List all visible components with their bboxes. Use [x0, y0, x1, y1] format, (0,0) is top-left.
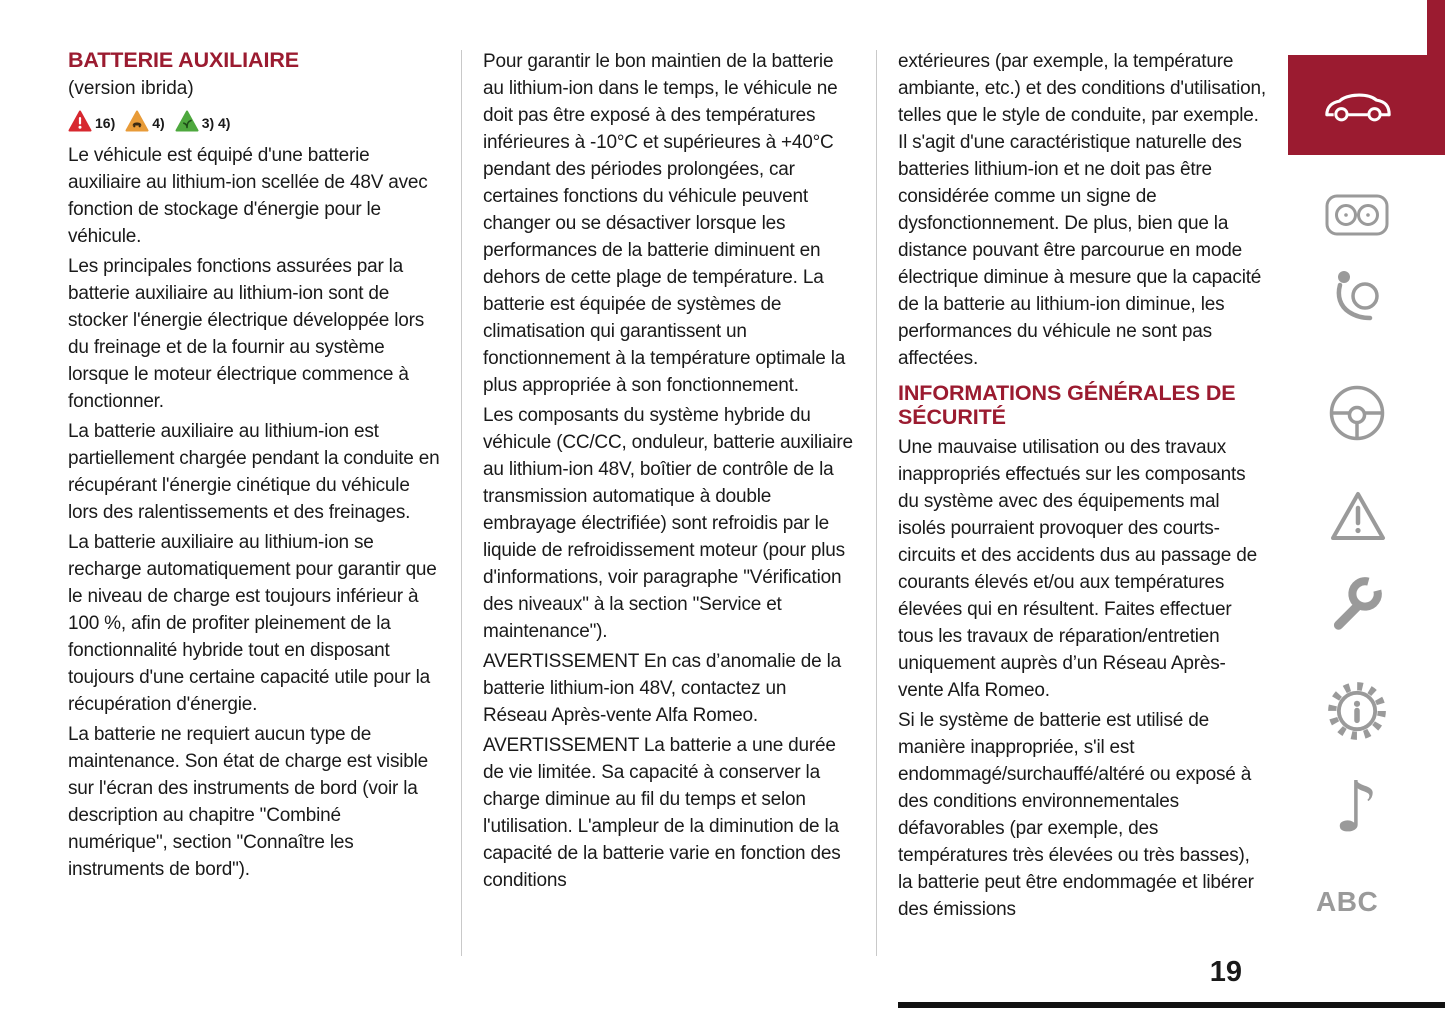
warning-ref-label: 16) [95, 115, 116, 132]
danger-triangle-icon [68, 110, 92, 132]
car-icon [1321, 84, 1395, 126]
section-subtitle: (version ibrida) [68, 78, 194, 100]
column-divider [876, 50, 877, 956]
chapter-tab-instruments[interactable] [1325, 192, 1389, 238]
chapter-tab-driving[interactable] [1328, 384, 1386, 442]
paragraph-warning-note: AVERTISSEMENT La batterie a une durée de vie limitée. Sa capacité à conserver la charge diminue au fil du temps et selon l'utilisation. L'ampleur de la diminution de la capacité de la batterie varie en fonction des conditions [483, 735, 841, 891]
active-chapter-strip [1427, 0, 1445, 155]
warning-ref-environment [175, 110, 231, 132]
chapter-tab-maintenance[interactable] [1327, 572, 1387, 632]
paragraph: Une mauvaise utilisation ou des travaux inappropriés effectués sur les composants du système avec des équipements mal isolés pourraient provoquer des courts-circuits et des accidents dus au passage de courants élevés et/ou aux températures élevées qui en résultent. Faites effectuer tous les travaux de réparation/entretien uniquement auprès d’un Réseau Après-vente Alfa Romeo. [898, 437, 1257, 702]
column-right [898, 48, 1268, 926]
environment-icon [175, 110, 199, 132]
section-title: BATTERIE AUXILIAIRE [68, 48, 300, 72]
warning-triangle-icon [1329, 490, 1387, 542]
column-left [68, 48, 442, 886]
warning-ref-label: 3) 4) [201, 115, 231, 132]
paragraph-warning-note: AVERTISSEMENT En cas d’anomalie de la batterie lithium-ion 48V, contactez un Réseau Après-vente Alfa Romeo. [483, 651, 841, 726]
paragraph: Si le système de batterie est utilisé de manière inappropriée, s'il est endommagé/surchauffé/altéré ou exposé à des conditions environnementales défavorables (par exemple, des températures très élevées ou très basses), la batterie peut être endommagée et libérer des émissions [898, 710, 1254, 921]
paragraph: extérieures (par exemple, la température ambiante, etc.) et des conditions d'utilisation, telles que le style de conduite, par exemple. Il s'agit d'une caractéristique naturelle des batteries lithium-ion et ne doit pas être considérée comme un signe de dysfonctionnement. De plus, bien que la distance pouvant être parcourue en mode électrique diminue à mesure que la capacité de la batterie au lithium-ion diminue, les performances du véhicule ne sont pas affectées. [898, 51, 1266, 369]
warning-references [68, 108, 442, 132]
section-title-safety: INFORMATIONS GÉNÉRALES DE SÉCURITÉ [898, 381, 1236, 430]
chapter-tab-emergency[interactable] [1329, 490, 1387, 542]
paragraph: Les principales fonctions assurées par la batterie auxiliaire au lithium-ion sont de stocker l'énergie électrique développée lors du freinage et de la fournir au système lorsque le moteur électrique commence à fonctionner. [68, 256, 425, 413]
music-note-icon: ♪ [1334, 766, 1379, 848]
page-number: 19 [1209, 956, 1242, 988]
airbag-safety-icon [1327, 268, 1387, 324]
warning-ref-caution [125, 110, 164, 132]
paragraph: La batterie auxiliaire au lithium-ion se recharge automatiquement pour garantir que le niveau de charge est toujours inférieur à 100 %, afin de profiter pleinement de la fonctionnalité hybride tout en disposant toujours d'une certaine capacité utile pour la récupération d'énergie. [68, 532, 437, 716]
chapter-tab-index[interactable]: ABC [1316, 886, 1379, 917]
paragraph: La batterie ne requiert aucun type de maintenance. Son état de charge est visible sur l'écran des instruments de bord (voir la description au chapitre "Combiné numérique", section "Connaître les instruments de bord"). [68, 724, 429, 881]
chapter-tab-technical-info[interactable] [1324, 678, 1390, 744]
column-divider [461, 50, 462, 956]
footer-rule [898, 1002, 1445, 1008]
wrench-icon [1327, 572, 1387, 632]
paragraph: Les composants du système hybride du véhicule (CC/CC, onduleur, batterie auxiliaire au lithium-ion 48V, boîtier de contrôle de la transmission automatique à double embrayage électrifiée) sont refroidis par le liquide de refroidissement moteur (pour plus d'informations, voir paragraphe "Vérification des niveaux" à la section "Service et maintenance"). [483, 405, 853, 642]
column-middle [483, 48, 855, 897]
paragraph: Pour garantir le bon maintien de la batterie au lithium-ion dans le temps, le véhicule ne doit pas être exposé à des températures inférieures à -10°C et supérieures à +40°C pendant des périodes prolongées, car certaines fonctions du véhicule peuvent changer ou se désactiver lorsque les performances de la batterie diminuent en dehors de cette plage de température. La batterie est équipée de systèmes de climatisation qui garantissent un fonctionnement à la température optimale la plus appropriée à son fonctionnement. [483, 51, 846, 396]
chapter-tab-safety[interactable] [1327, 268, 1387, 324]
warning-ref-label: 4) [152, 115, 165, 132]
warning-ref-danger [68, 110, 115, 132]
instrument-cluster-icon [1325, 192, 1389, 238]
paragraph: La batterie auxiliaire au lithium-ion est partiellement chargée pendant la conduite en récupérant l'énergie cinétique du véhicule lors des ralentissements et des freinages. [68, 421, 440, 524]
info-gear-icon [1324, 678, 1390, 744]
vehicle-caution-icon [125, 110, 149, 132]
chapter-tab-multimedia[interactable] [1334, 766, 1379, 848]
active-chapter-tab[interactable] [1288, 55, 1427, 155]
paragraph: Le véhicule est équipé d'une batterie auxiliaire au lithium-ion scellée de 48V avec fonction de stockage d'énergie pour le véhicule. [68, 145, 428, 248]
steering-wheel-icon [1328, 384, 1386, 442]
